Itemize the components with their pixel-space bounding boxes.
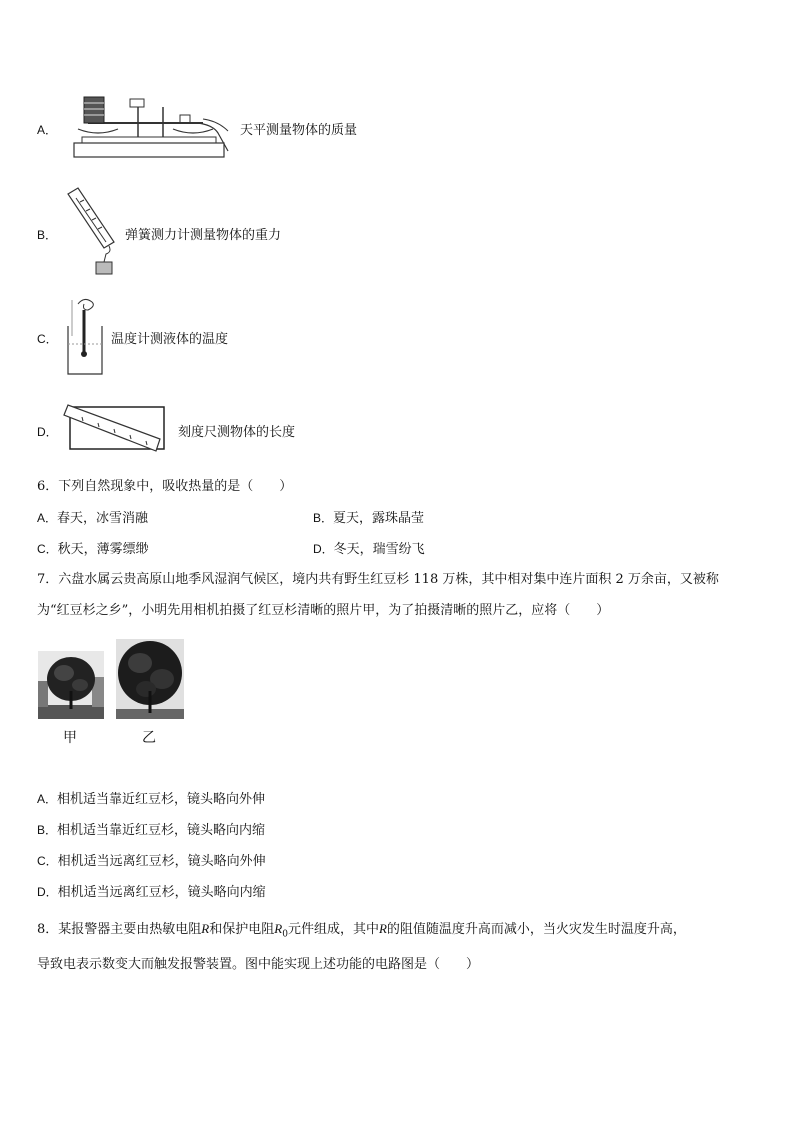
option-letter: B． (37, 228, 58, 242)
option-text: 相机适当靠近红豆杉，镜头略向内缩 (57, 823, 266, 838)
option-text: 冬天，瑞雪纷飞 (333, 542, 425, 557)
option-b (313, 509, 424, 528)
option-d (37, 883, 266, 902)
option-letter: C． (37, 542, 58, 556)
photo-label-jia: 甲 (63, 730, 77, 746)
option-letter: D． (37, 425, 58, 439)
option-text: 夏天，露珠晶莹 (333, 511, 425, 526)
question-stem-line-2: 为“红豆杉之乡”，小明先用相机拍摄了红豆杉清晰的照片甲，为了拍摄清晰的照片乙，应将（ ） (37, 603, 610, 618)
question-stem: 6．下列自然现象中，吸收热量的是（ ） (37, 479, 293, 494)
ruler-figure (62, 403, 170, 455)
option-letter: A． (37, 511, 58, 525)
option-c (37, 852, 266, 871)
variable-r0: R (274, 921, 283, 936)
option-text: 弹簧测力计测量物体的重力 (125, 228, 282, 243)
photo-label-yi: 乙 (142, 730, 156, 746)
option-letter: B． (37, 823, 58, 837)
photo-yi (116, 639, 184, 719)
option-text: 刻度尺测物体的长度 (178, 425, 296, 440)
option-text: 相机适当靠近红豆杉，镜头略向外伸 (57, 792, 266, 807)
question-stem-line-2: 导致电表示数变大而触发报警装置。图中能实现上述功能的电路图是（ ） (37, 957, 480, 972)
spring-scale-figure (62, 186, 124, 278)
question-stem-line-1: 7．六盘水属云贵高原山地季风湿润气候区，境内共有野生红豆杉 118 万株，其中相对集中连片面积 2 万余亩，又被称 (37, 572, 719, 587)
option-letter: B． (313, 511, 334, 525)
option-a (37, 509, 148, 528)
subscript-zero: 0 (282, 929, 288, 940)
option-b (37, 821, 265, 840)
option-letter: A． (37, 123, 58, 137)
option-text: 相机适当远离红豆杉，镜头略向外伸 (57, 854, 266, 869)
question-stem-line-1 (37, 920, 686, 944)
option-letter: A． (37, 792, 58, 806)
option-letter: D． (37, 885, 58, 899)
option-a (37, 790, 265, 809)
balance-scale-figure (68, 93, 233, 165)
option-text: 秋天，薄雾缥缈 (57, 542, 149, 557)
variable-r: R (201, 921, 210, 936)
option-letter: D． (313, 542, 334, 556)
option-text: 春天，冰雪消融 (57, 511, 149, 526)
stem-text: 的阻值随温度升高而减小，当火灾发生时温度升高， (386, 922, 686, 937)
stem-text: 8．某报警器主要由热敏电阻 (37, 922, 202, 937)
option-text: 天平测量物体的质量 (240, 123, 358, 138)
stem-text: 和保护电阻 (209, 922, 275, 937)
option-text: 温度计测液体的温度 (111, 332, 229, 347)
option-letter: C． (37, 854, 58, 868)
variable-r: R (378, 921, 387, 936)
photo-jia (38, 651, 104, 719)
option-letter: C． (37, 332, 58, 346)
option-text: 相机适当远离红豆杉，镜头略向内缩 (57, 885, 266, 900)
option-c (37, 540, 149, 559)
option-d (313, 540, 425, 559)
thermometer-figure (64, 296, 108, 378)
stem-text: 元件组成，其中 (287, 922, 379, 937)
